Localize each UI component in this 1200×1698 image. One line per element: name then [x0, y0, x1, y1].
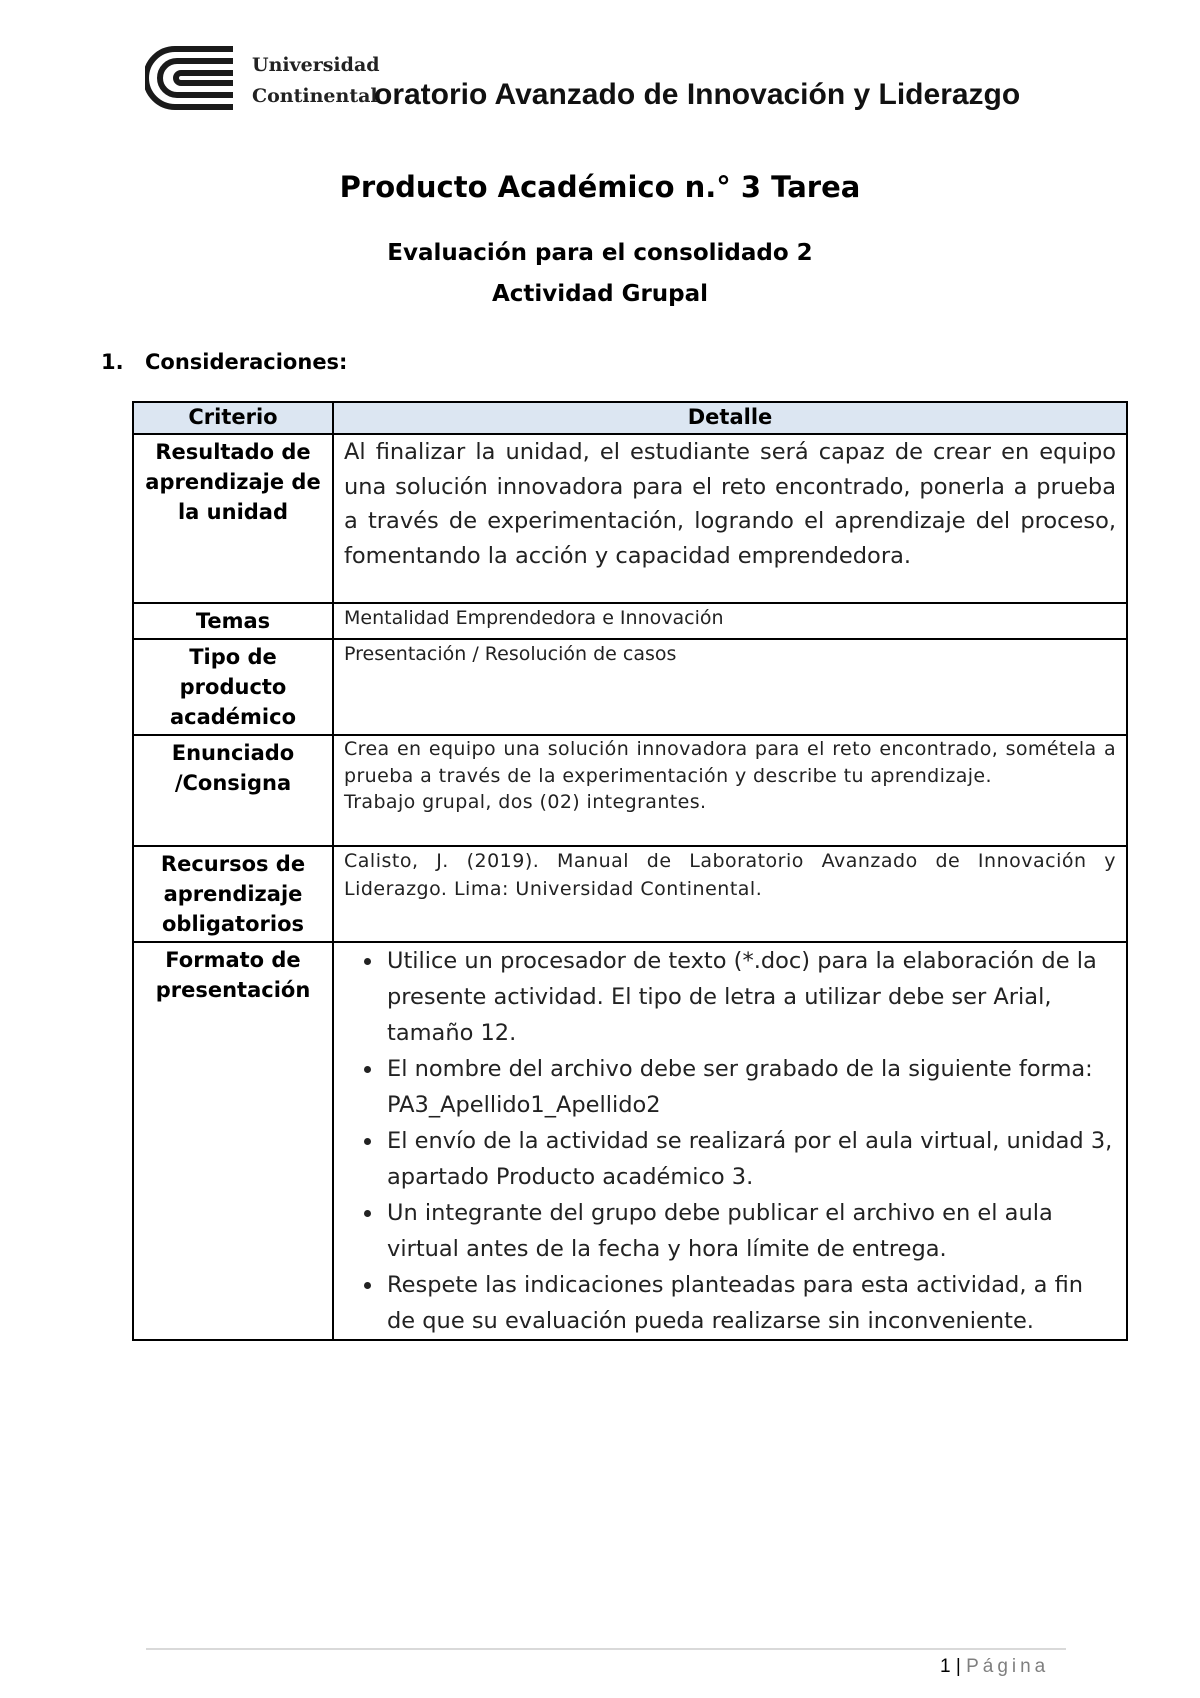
table-header-row	[133, 402, 1127, 434]
section-title: Consideraciones:	[145, 350, 348, 374]
row-criterion: Formato de presentación	[133, 942, 333, 1340]
university-logo-icon	[145, 45, 235, 111]
row-detail	[333, 942, 1127, 1340]
footer-divider	[146, 1648, 1066, 1650]
row-criterion: Recursos de aprendizaje obligatorios	[133, 846, 333, 942]
page-number-footer	[940, 1656, 1049, 1678]
row-criterion: Enunciado /Consigna	[133, 735, 333, 846]
logo-text	[252, 50, 380, 112]
list-item: • Un integrante del grupo debe publicar el archivo en el aula virtual antes de la fecha y hora límite de entrega.	[384, 1195, 1116, 1267]
table-row	[133, 846, 1127, 942]
table-row	[133, 639, 1127, 735]
row-detail-text: Crea en equipo una solución innovadora para el reto encontrado, sométela a prueba a través de la experimentación y describe tu aprendizaje.	[344, 738, 1116, 787]
row-detail: Calisto, J. (2019). Manual de Laboratorio Avanzado de Innovación y Liderazgo. Lima: Universidad Continental.	[333, 846, 1127, 942]
page-separator: |	[955, 1656, 961, 1677]
table-row	[133, 735, 1127, 846]
list-item: • El nombre del archivo debe ser grabado de la siguiente forma: PA3_Apellido1_Apellido2	[384, 1051, 1116, 1123]
logo-line-2: Continental	[252, 85, 378, 107]
row-criterion: Tipo de producto académico	[133, 639, 333, 735]
section-heading	[101, 350, 347, 374]
table-row	[133, 942, 1127, 1340]
activity-type: Actividad Grupal	[491, 281, 709, 307]
header-detalle: Detalle	[333, 402, 1127, 434]
header-criterio: Criterio	[133, 402, 333, 434]
document-subtitle: Evaluación para el consolidado 2	[387, 240, 813, 266]
row-detail	[333, 735, 1127, 846]
document-title: Producto Académico n.° 3 Tarea	[339, 170, 861, 204]
section-number: 1.	[101, 350, 124, 374]
logo-line-1: Universidad	[252, 54, 380, 76]
row-detail: Mentalidad Emprendedora e Innovación	[333, 603, 1127, 639]
row-criterion: Temas	[133, 603, 333, 639]
format-list	[344, 943, 1116, 1339]
page-number: 1	[940, 1656, 951, 1677]
considerations-table	[132, 401, 1128, 1341]
list-item: • Utilice un procesador de texto (*.doc) para la elaboración de la presente actividad. El tipo de letra a utilizar debe ser Arial, tamaño 12.	[384, 943, 1116, 1051]
row-detail: Presentación / Resolución de casos	[333, 639, 1127, 735]
table-row	[133, 603, 1127, 639]
list-item: • El envío de la actividad se realizará por el aula virtual, unidad 3, apartado Producto académico 3.	[384, 1123, 1116, 1195]
row-criterion: Resultado de aprendizaje de la unidad	[133, 434, 333, 603]
header-title: oratorio Avanzado de Innovación y Liderazgo	[374, 78, 1021, 111]
table-row	[133, 434, 1127, 603]
page-word: Página	[966, 1656, 1050, 1677]
row-detail-note: Trabajo grupal, dos (02) integrantes.	[344, 791, 707, 813]
row-detail: Al finalizar la unidad, el estudiante será capaz de crear en equipo una solución innovadora para el reto encontrado, ponerla a prueba a través de experimentación, logrando el aprendizaje del proceso, fomentando la acción y capacidad emprendedora.	[333, 434, 1127, 603]
list-item: • Respete las indicaciones planteadas para esta actividad, a fin de que su evaluación pueda realizarse sin inconveniente.	[384, 1267, 1116, 1339]
